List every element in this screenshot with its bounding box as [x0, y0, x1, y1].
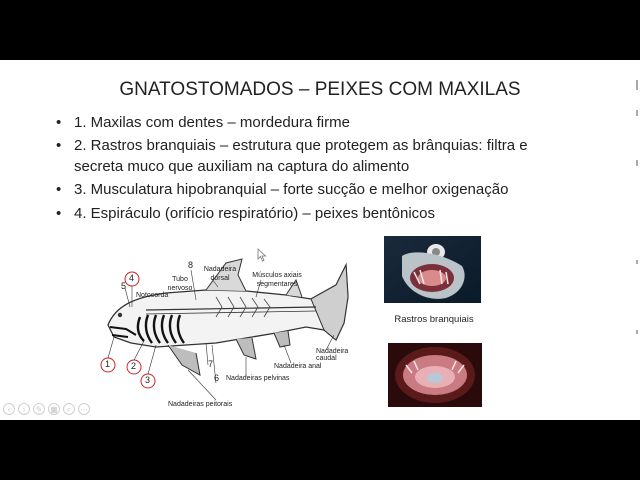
bullet-dot: • — [56, 114, 62, 131]
bullet-item-4 — [56, 203, 576, 224]
bullet-dot: • — [56, 205, 62, 222]
bullet-item-1 — [56, 112, 576, 133]
label-number-1: 1 — [105, 359, 111, 369]
slides-icon[interactable]: ▦ — [48, 403, 60, 415]
label-number-6: 6 — [214, 373, 220, 383]
label-nadadeiras-peitorais: Nadadeiras peitorais — [168, 401, 233, 408]
zoom-icon[interactable]: ⌕ — [63, 403, 75, 415]
shark-anatomy-diagram — [96, 235, 362, 420]
label-number-2: 2 — [131, 361, 137, 371]
bullet-item-3 — [56, 179, 576, 200]
photo-caption: Rastros branquiais — [394, 314, 474, 325]
mouse-cursor-icon — [257, 248, 267, 267]
pen-icon[interactable]: ✎ — [33, 403, 45, 415]
gill-rakers-photo — [384, 236, 481, 303]
label-number-8: 8 — [188, 260, 194, 270]
bullet-text: 3. Musculatura hipobranquial – forte sucção e melhor oxigenação — [74, 181, 509, 198]
open-mouth-photo — [388, 343, 482, 407]
bullet-dot: • — [56, 137, 62, 154]
label-nadadeira-caudal: Nadadeira caudal — [316, 348, 349, 362]
label-number-7: 7 — [208, 359, 214, 369]
slide-title: GNATOSTOMADOS – PEIXES COM MAXILAS — [119, 79, 521, 100]
label-notocorda: Notocorda — [136, 292, 169, 299]
label-nadadeira-anal: Nadadeira anal — [274, 363, 322, 370]
label-number-4: 4 — [129, 273, 135, 283]
bullet-text: 2. Rastros branquiais – estrutura que protegem as brânquias: filtra e secreta muco que auxiliam na captura do alimento — [74, 137, 528, 175]
bullet-text: 1. Maxilas com dentes – mordedura firme — [74, 114, 350, 131]
bullet-text: 4. Espiráculo (orifício respiratório) – peixes bentônicos — [74, 205, 436, 222]
slide — [0, 60, 640, 420]
shark-illustration — [96, 235, 362, 420]
presentation-controls — [3, 403, 90, 417]
label-tubo-nervoso: Tubo nervoso — [167, 276, 193, 292]
label-nadadeira-dorsal: Nadadeira dorsal — [203, 266, 237, 282]
next-icon[interactable]: › — [18, 403, 30, 415]
bullet-dot: • — [56, 181, 62, 198]
prev-icon[interactable]: ‹ — [3, 403, 15, 415]
label-nadadeiras-pelvinas: Nadadeiras pelvinas — [226, 375, 290, 382]
label-number-3: 3 — [145, 375, 151, 385]
label-musculos-axiais: Músculos axiais segmentares — [252, 272, 302, 288]
bullet-item-2 — [56, 135, 576, 177]
right-edge-marks — [634, 80, 640, 410]
label-number-5: 5 — [121, 281, 127, 291]
more-icon[interactable]: ⋯ — [80, 405, 88, 414]
